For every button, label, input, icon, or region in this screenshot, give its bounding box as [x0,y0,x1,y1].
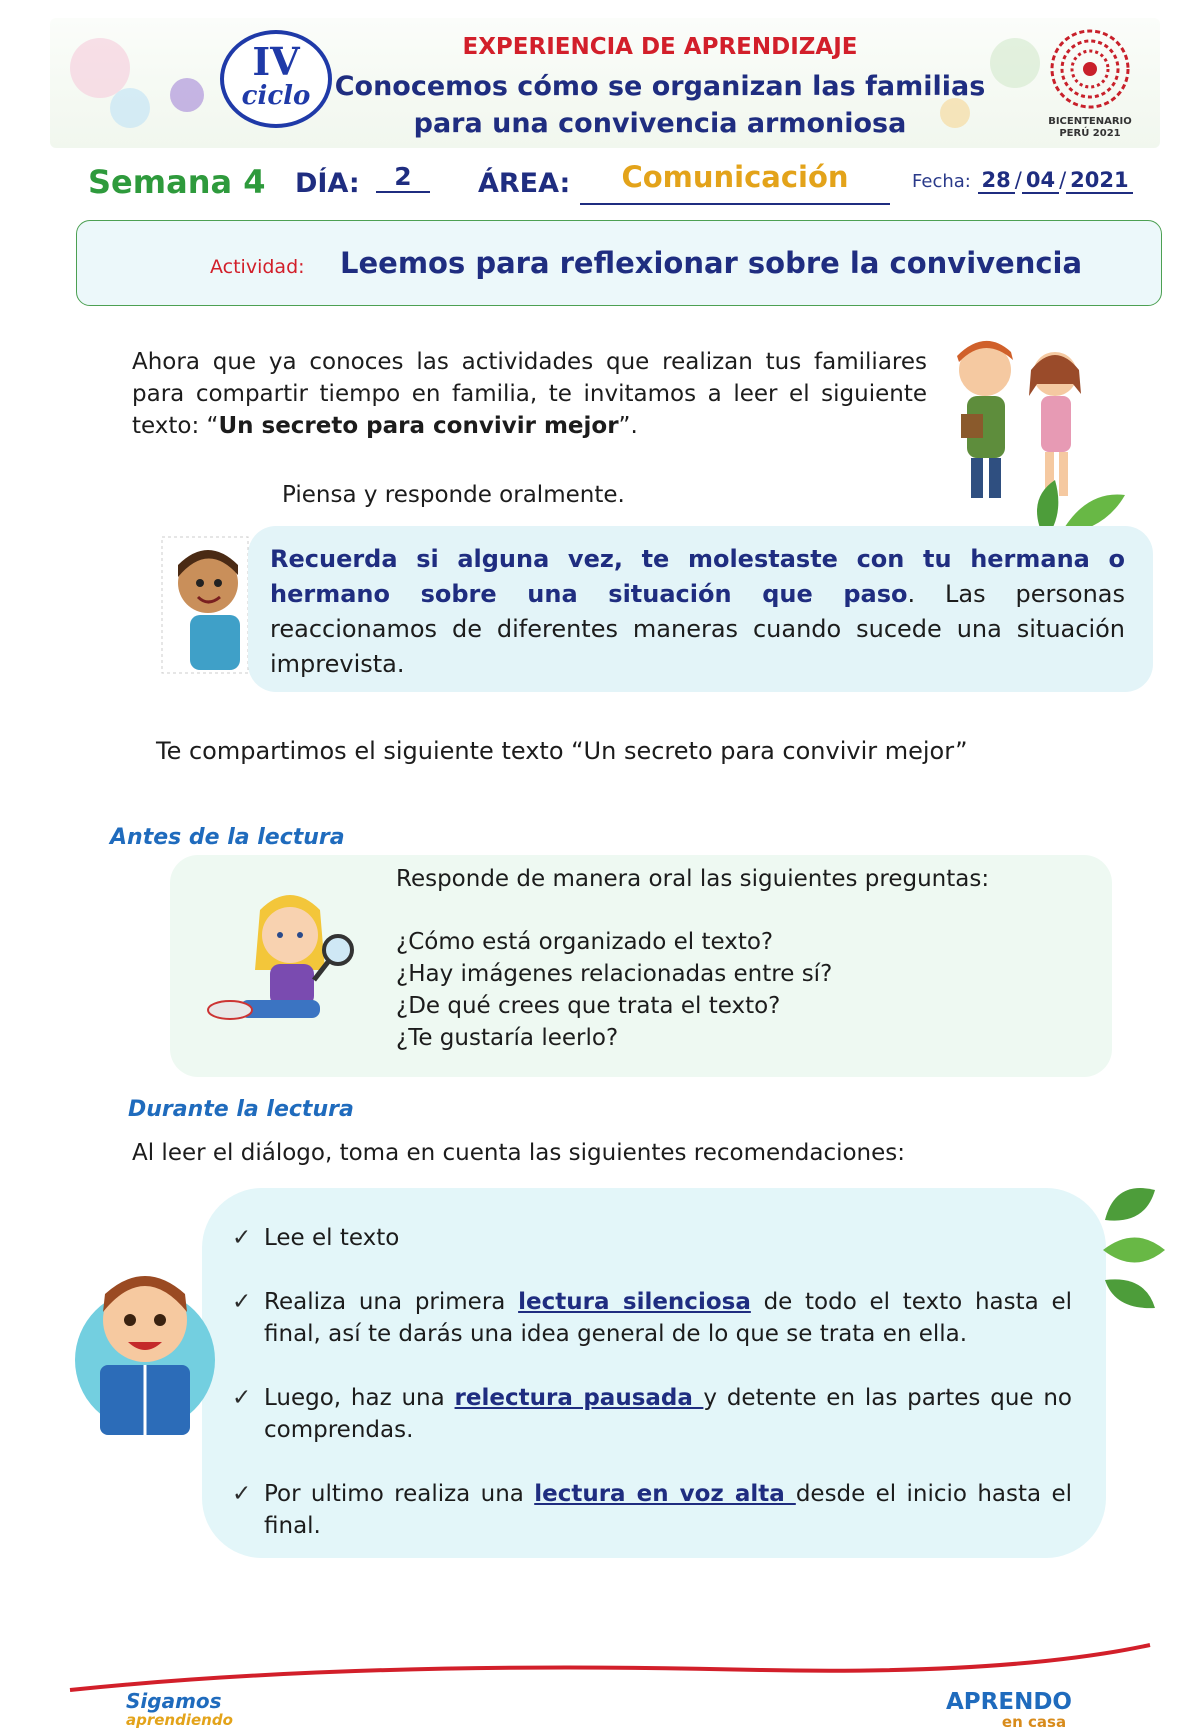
before-reading-title: Antes de la lectura [110,825,345,850]
activity-label: Actividad: [210,256,305,278]
share-text: Te compartimos el siguiente texto “Un secreto para convivir mejor” [156,737,968,765]
during-reading-intro: Al leer el diálogo, toma en cuenta las siguientes recomendaciones: [132,1140,906,1166]
check-icon: ✓ [232,1481,252,1507]
item-text: y detente en las partes que no comprendas. [264,1385,1073,1443]
page-title [330,68,990,142]
intro-paragraph [132,346,927,442]
list-item [232,1286,1072,1350]
item-text: Por ultimo realiza una [264,1481,535,1507]
list-item: ¿Hay imágenes relacionadas entre sí? [396,961,833,987]
footer-right-line2: en casa [1001,1713,1067,1731]
aprendo-en-casa-logo [946,1690,1072,1730]
date-label: Fecha: [912,171,971,192]
cycle-badge [220,30,332,128]
item-text: Realiza una primera [264,1289,519,1315]
question-list [396,926,832,1054]
recall-paragraph [270,542,1125,682]
item-emphasis: lectura silenciosa [518,1289,751,1315]
footer-left-line1: Sigamos [126,1689,222,1713]
list-item: ¿Te gustaría leerlo? [396,1025,619,1051]
bicentenario-emblem-icon [1035,24,1145,114]
date-month: 04 [1022,168,1059,194]
date-field: Fecha: 28 / 04 / 2021 [912,168,1133,194]
activity-title: Leemos para reflexionar sobre la convivencia [340,246,1083,280]
day-label: DÍA: [295,168,360,199]
item-text: Luego, haz una [264,1385,455,1411]
list-item [232,1222,1072,1254]
list-item [232,1478,1072,1542]
bicentenario-logo [1030,24,1150,144]
item-text: de todo el texto hasta el final, así te darás una idea general de lo que se trata en ella. [264,1289,1072,1347]
check-icon: ✓ [232,1385,252,1411]
date-day: 28 [978,168,1015,194]
logo-text-2: PERÚ 2021 [1059,128,1121,139]
item-emphasis: lectura en voz alta [534,1481,796,1507]
sigamos-aprendiendo-logo [126,1690,233,1728]
day-value: 2 [376,162,430,193]
boy-reading-illustration [60,1250,230,1450]
area-label: ÁREA: [478,168,571,199]
leaves-decoration-icon [1095,1180,1165,1310]
children-talking-illustration [935,330,1150,540]
list-item [232,1382,1072,1446]
during-reading-title: Durante la lectura [128,1097,354,1122]
item-text: desde el inicio hasta el final. [264,1481,1072,1539]
date-year: 2021 [1066,168,1132,194]
cycle-number: IV [252,39,300,84]
footer-left-line2: aprendiendo [126,1711,233,1729]
list-item: ¿De qué crees que trata el texto? [396,993,781,1019]
check-icon: ✓ [232,1225,252,1251]
footer-right-line1: APRENDO [946,1689,1072,1715]
girl-magnifier-illustration [200,880,370,1050]
item-emphasis: relectura pausada [454,1385,704,1411]
area-value: Comunicación [580,155,890,205]
item-text: Lee el texto [264,1225,400,1251]
week-label: Semana 4 [88,163,266,201]
title-line-1: Conocemos cómo se organizan las familias [334,71,986,102]
check-icon: ✓ [232,1289,252,1315]
list-item: ¿Cómo está organizado el texto? [396,929,774,955]
intro-end: ”. [618,413,638,439]
recall-bold-text: Recuerda si alguna vez, te molestaste con tu hermana o hermano sobre una situación que paso [270,545,1125,608]
cycle-label: ciclo [241,81,311,111]
think-instruction: Piensa y responde oralmente. [282,482,625,508]
experience-label: EXPERIENCIA DE APRENDIZAJE [462,34,858,60]
intro-bold-title: Un secreto para convivir mejor [218,413,619,439]
title-line-2: para una convivencia armoniosa [413,108,907,139]
logo-text-1: BICENTENARIO [1048,116,1132,127]
recall-text: . Las personas reaccionamos de diferentes maneras cuando sucede una situación imprevista. [270,580,1125,678]
intro-text: Ahora que ya conoces las actividades que realizan tus familiares para compartir tiempo en familia, te invitamos a leer el siguiente texto: “ [132,349,927,439]
before-reading-intro: Responde de manera oral las siguientes preguntas: [396,866,990,892]
recommendation-list [232,1222,1072,1574]
peeking-boy-illustration [160,535,250,675]
